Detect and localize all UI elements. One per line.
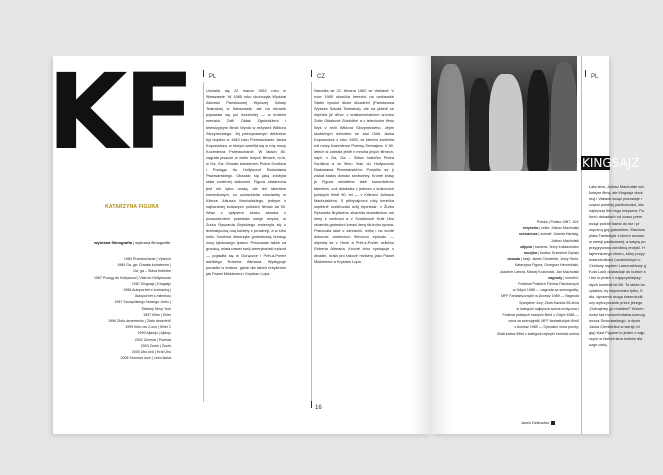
- review-line: mój i Vabank wciąż pozostaje r: [589, 196, 643, 202]
- credit-label: scenariusz: [518, 232, 538, 237]
- filmography-item: 1983 Przesłuchanie | Výslech: [123, 257, 171, 261]
- biography-text-cz: [314, 88, 394, 265]
- credit-value: Juliusz Machulski: [551, 238, 579, 243]
- biography-paragraph-cz: Narodila se 22. března 1962 ve Varšavě. V roce 1985 ukončila herectví na varšavské Státní vysoké škole divadelní (Państwowa Wyższa Szkoła Teatralna), ale na plátně se objevila již dříve, v krátkometrážním snímku Zofie Ołdakové Zdeždění a v televizním filmu Wyk v režii Wiktora Skrzyneckého. Jejím skutečným debutem se stal Odkl Jacka Kopcewicze z roku 1983, ve kterém ztvárnila roli múzy Kazimierze Przewy-Tetmajera. V 80. letech si zahrála ještě v mnoha jiných filmech, např. v Ga, Ga – Sláva hrdinům Piotra Szulkina a ve filmu Vlak do Hollywoodu Radosława Piwowarského. Podařilo se jí získat status domácí sexbomby. Kromě krásy je Figura obdařena také komediálním talentem, což dokázala v jednom z kultovních polských filmů 90. let — v Killerovi Juliusze Machulského. S přibývajícími roky herečka úspěšně rozšiřovala svůj repertoár: v Žurku Ryszarda Brylského ztvárnila dramatickou roli ženy z venkova a v Szulkinově Králi Ubu ztvárnila groteskní kreaci ženy titulního tyrana. Pracovala také v zahraničí, měla i na kontě dokonce americkou filmovou epizodu — objevila se v Horší a Prêt-a-Porter velkého Roberta Altmana. Kromě toho vystupuje v divadle, hrála pro takové režiséry jako Paweł Miśkiewicz a Krystian Lupa.: [314, 88, 395, 264]
- credit-line: [441, 331, 579, 337]
- filmography-item: Ga, ga – Sláva hrdinům: [133, 269, 171, 274]
- photo-figure-man: [469, 78, 491, 171]
- photo-figure-edge: [551, 62, 577, 171]
- credit-value: w Gdyni 1988 — nagroda za scenografię;: [512, 288, 579, 293]
- review-text-pl: [589, 184, 646, 349]
- filmography-item: 1986 Autoportret z kochanką |: [123, 288, 171, 293]
- credit-value: | hudba: Krzesimir Dębski: [537, 251, 579, 256]
- review-line: najlepszy film tego reżysera. Po: [589, 208, 644, 214]
- review-line: „Dotrajemy go muštem!” Wszen: [589, 305, 644, 311]
- actress-initials: KF: [47, 51, 191, 173]
- filmography-item: 2005 Ubu król | Král Ubu: [131, 350, 171, 355]
- credit-label: reżyseria: [522, 226, 539, 231]
- review-line: Jacka Chmielnika w wersji mi: [589, 324, 640, 330]
- credit-label: zdjęcia: [520, 244, 533, 249]
- review-line: rzych w historii kina hoklów dla: [589, 336, 643, 342]
- review-line: w wersji pastiszowej, a satyrę po: [589, 238, 646, 244]
- column-rule: [581, 56, 582, 434]
- review-line: słych komedii lat 80. To także bo: [589, 281, 645, 287]
- filmography-item: 2003 Żurek | Žurek: [140, 343, 171, 348]
- credit-value: | režie: Juliusz Machulski: [538, 226, 579, 231]
- filmography-item: 2006 Summer love | Letní láska: [120, 356, 171, 361]
- page-number-tick: [311, 401, 312, 408]
- filmography-heading-pl: wybrana filmografia: [94, 240, 132, 245]
- review-line: nusza Sosnowskiego, a dynie: [589, 318, 641, 324]
- review-line: cytatów, by wspomnieć tylko, S: [589, 287, 643, 293]
- column-tick-cz: [311, 70, 312, 77]
- credit-value: | ocenění:: [562, 275, 579, 280]
- filmography-item: 1987 Szczęśliwego Nowego Jorku |: [114, 300, 171, 305]
- column-label-cz: CZ: [317, 74, 325, 80]
- review-line: Kola Loki) dowiaduje do kubich s: [589, 269, 646, 275]
- credit-label: obsada: [507, 257, 520, 262]
- review-line: kolejne filmy, ale Kingsajz obok: [589, 190, 643, 196]
- end-mark-icon: [551, 421, 555, 425]
- review-line: tajemniczego zbioru, który przyp: [589, 251, 645, 257]
- photo-figure-left: [437, 64, 465, 171]
- credit-value: | kamera: Jerzy Łukaszewicz: [532, 244, 579, 249]
- film-title: KINGSAJZ: [582, 156, 640, 170]
- review-line: krasnoludkom (uzdolnionym c: [589, 257, 641, 263]
- credit-value: MFF Fantastycznych w Avoriaz 1989 — Nagroda: [500, 294, 579, 299]
- film-credits: [441, 219, 579, 337]
- credit-value: Specjalne Jury; Złota Kaczka 55-lecia: [519, 300, 579, 305]
- author-signature: [521, 421, 555, 425]
- column-label-pl: PL: [209, 74, 217, 80]
- credit-value: Katarzyna Figura, Grzegorz Heromiński,: [514, 263, 579, 268]
- book-spread: [47, 51, 646, 434]
- credit-value: Zlatá kačka 55let v kategorii nejlepší erotická scéna: [496, 331, 579, 336]
- filmography-item: 1996 Złoto dezerterów | Zlato dezertérů: [108, 319, 171, 324]
- credit-value: v Avoriaz 1989 — Speciální cena poroty;: [514, 325, 579, 330]
- review-line: Lata leca, Juliusz Machulski wci: [589, 184, 644, 189]
- biography-paragraph-pl: Urodziła się 22 marca 1962 roku w Warszawie. W 1985 roku ukończyła Wydział Aktorski Państwowej Wyższej Szkoły Teatralnej w Warszawie, ale na ekranie pojawiała się już wcześniej — w krótkim metrażu Zofii Ołdak Zgnieżdżeni i telewizyjnym filmie Wyrok w reżyserii Wiktora Skrzyneckiego. Jej pełnoprawnym debiutem był dopiero w 1983 roku Przesłuchanie Jacka Kopcewicza, w którym wcieliła się w rolę muzy Kozimierza Przesłuchanie. W latach 80. zagrała jeszcze w wielu innych filmach, m.in. w Ga, Ga: Chwała bohaterom Piotra Szulkina i Pociągu do Hollywood Radosława Piwowarskiego. Okazało się jaką zdobyła stała rodzimej widzowni. Figura obdarzona jest nie tylko urodą, ale też talentem komediowym, co udowodniła chociażby w Kilerze Juliusza Machulskiego, jednym z najbardziej kultowych polskich filmów lat 90. Wraz z upływem czasu aktorka z powodzeniem przestała swoje emploi, w Żurku Ryszarda Brylskiego zmierzyła się z dramatyczną rolą kobiety z prowincji, a w Ubu królu Szulkina stworzyła groteskową kreację żony tytułowego tyrana. Pracowała także za granicą, miała nawet swój amerykański epizod — pojawiła się w Gorączce i Prêt-a-Porter wielkiego Roberta Altmana. Występuje ponadto w teatrze, gdzie dla takich reżyserów jak Paweł Miśkiewicz i Krystian Lupa.: [206, 88, 287, 276]
- credit-value: Joachim Lamża, Maciej Kozłowski, Jan Machulski: [499, 269, 579, 274]
- filmography-item: Šťastný Nový York: [141, 306, 171, 311]
- review-line: części polskiej publiczności, dla: [589, 202, 644, 208]
- review-line: torch dekadach od czasu prem: [589, 214, 643, 220]
- credit-label: nagrody: [548, 275, 563, 280]
- review-line: gię) Kasi Figurze to jeden z najp: [589, 330, 645, 336]
- review-line: i kto to jeden z najsprytniejszy: [589, 275, 641, 281]
- column-label-pl-right: PL: [591, 74, 599, 80]
- filmography-item: Autoportrét s milenkou: [135, 294, 171, 299]
- filmography-item: 1987 Kingsajz | Kingsajz: [131, 281, 171, 286]
- review-line: przygrywana odrobiną erotyki. H: [589, 244, 645, 250]
- title-band: [581, 156, 640, 170]
- review-line: czy wykrzyczanie przez jeżego: [589, 299, 643, 305]
- photo-figure-woman: [489, 74, 523, 171]
- review-line: zręczną grą gatunkiem. Machuls: [589, 226, 646, 232]
- page-number: 16: [315, 405, 322, 411]
- filmography-item: 2002 Zemsta | Pomsta: [134, 337, 171, 342]
- filmography-item: 1999 Kiler-ów 2-óch | Killer 2: [125, 325, 171, 330]
- review-line: wciąż potrafi bawić do łez i pr: [589, 220, 640, 226]
- left-page: [47, 51, 431, 434]
- review-line: plata Fantastyki z kinem sensac: [589, 232, 645, 238]
- actress-name: KATARZYNA FIGURA: [105, 204, 159, 210]
- biography-text-pl: [206, 88, 286, 277]
- filmography-item: 1985 Ga, ga: Chwała bohaterom |: [117, 263, 171, 268]
- filmography-item: 1999 Ajlawju | Ajlavju: [137, 331, 171, 336]
- credit-value: Festival polských hraných filmů v Gdyni 1988 —: [502, 313, 579, 318]
- credit-value: Polska | Polsko 1987, 104': [536, 220, 579, 224]
- credit-value: | scénář: Jolanta Hartwig,: [537, 232, 579, 237]
- filmography-list: [53, 256, 171, 361]
- filmography-heading: [53, 240, 171, 245]
- review-line: ności taż monumentalna scenog: [589, 311, 645, 317]
- film-still-photo: [431, 56, 577, 171]
- credit-value: w kategorii najlepsza scena erotyczna |: [516, 306, 579, 311]
- credit-label: muzyka: [523, 251, 538, 256]
- review-line: dło, dyczemu moga krasnoludk: [589, 293, 643, 299]
- filmography-item: 1987 Pociąg do Hollywood | Vlak do Hollywoodu: [93, 275, 171, 280]
- review-line: ozgo cielą.: [589, 342, 608, 348]
- credit-value: | hrají: Jacek Chmielnik, Jerzy Stuhr,: [519, 257, 579, 262]
- filmography-heading-cz: | wybrana filmografie:: [131, 240, 171, 245]
- author-name: Jacek Dzikuszko: [521, 421, 550, 425]
- photo-figure-right: [527, 70, 549, 171]
- filmography-item: 1997 Killer | Killer: [143, 312, 171, 317]
- credit-value: Festiwal Polskich Filmów Fabularnych: [518, 282, 579, 287]
- credit-value: cena za scénografii; MFF fantastických filmů: [508, 319, 579, 324]
- column-tick-pl-right: [585, 70, 586, 77]
- column-rule: [311, 82, 312, 402]
- review-line: Czołówy mężem Lamonaldowy g: [589, 263, 646, 269]
- column-rule: [203, 82, 204, 402]
- column-tick-pl: [203, 70, 204, 77]
